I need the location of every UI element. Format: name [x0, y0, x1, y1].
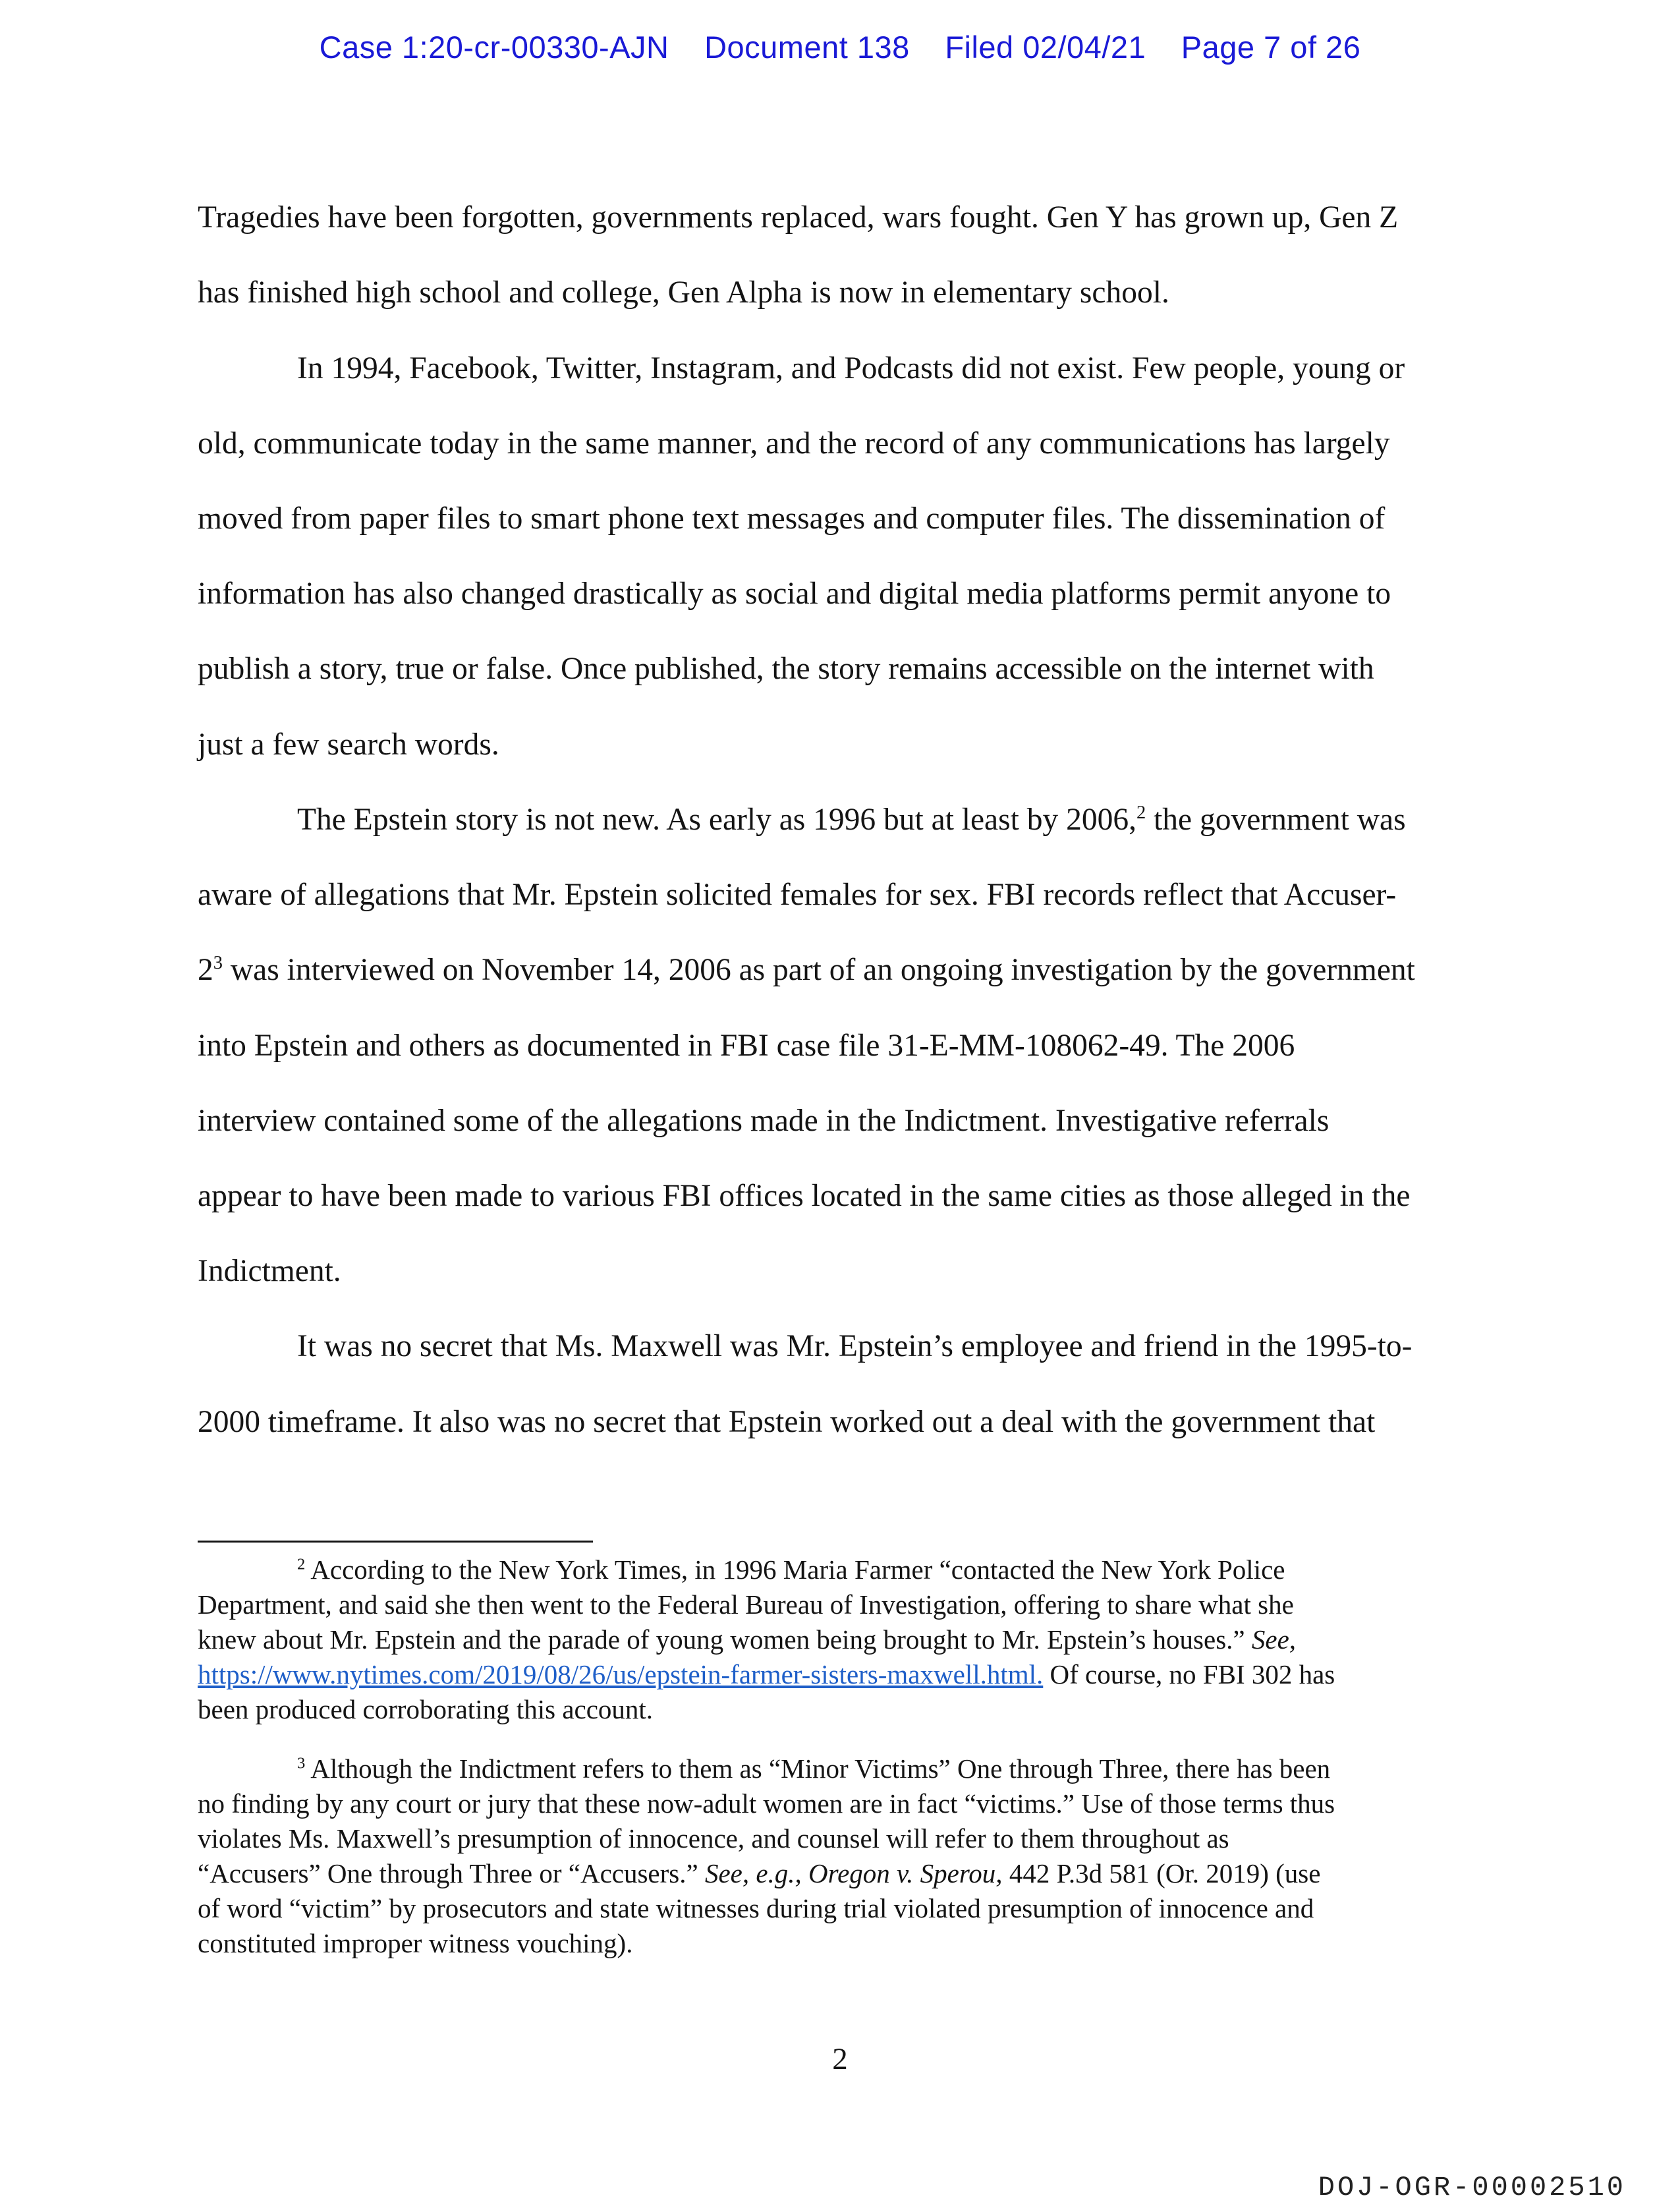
body-line: In 1994, Facebook, Twitter, Instagram, and Podcasts did not exist. Few people, young or — [297, 351, 1405, 385]
nytimes-link[interactable]: https://www.nytimes.com/2019/08/26/us/epstein-farmer-sisters-maxwell.html. — [198, 1659, 1044, 1689]
page-of-pages: Page 7 of 26 — [1181, 30, 1361, 65]
footnote-line: “Accusers” One through Three or “Accusers.” See, e.g., Oregon v. Sperou, 442 P.3d 581 (Or. 2019) (use — [198, 1858, 1321, 1888]
page-number: 2 — [832, 2042, 848, 2076]
footnote-ref-3[interactable]: 3 — [213, 953, 223, 974]
body-line: aware of allegations that Mr. Epstein solicited females for sex. FBI records reflect that Accuser- — [198, 878, 1397, 912]
body-line: It was no secret that Ms. Maxwell was Mr. Epstein’s employee and friend in the 1995-to- — [297, 1329, 1413, 1363]
footnote-line: $^2$ According to the New York Times, in 1996 Maria Farmer “contacted the New York Police — [297, 1554, 1285, 1585]
body-line: just a few search words. — [198, 727, 499, 762]
filed-date: Filed 02/04/21 — [945, 30, 1146, 65]
body-line: into Epstein and others as documented in FBI case file 31-E-MM-108062-49. The 2006 — [198, 1029, 1295, 1063]
footnote-line: $^3$ Although the Indictment refers to them as “Minor Victims” One through Three, there has been — [297, 1753, 1331, 1784]
footnote-line: of word “victim” by prosecutors and state witnesses during trial violated presumption of innocence and — [198, 1893, 1314, 1923]
bates-number: DOJ-OGR-00002510 — [1318, 2172, 1626, 2203]
body-line: information has also changed drastically as social and digital media platforms permit anyone to — [198, 577, 1391, 611]
footnote-divider — [198, 1541, 593, 1543]
footnote-line: violates Ms. Maxwell’s presumption of innocence, and counsel will refer to them throughout as — [198, 1823, 1229, 1854]
footnote-line: Department, and said she then went to the Federal Bureau of Investigation, offering to share what she — [198, 1589, 1294, 1620]
body-line: The Epstein story is not new. As early as 1996 but at least by 2006,$^2$ the government was — [297, 803, 1406, 837]
body-line: old, communicate today in the same manner, and the record of any communications has largely — [198, 426, 1390, 461]
body-line: Tragedies have been forgotten, governments replaced, wars fought. Gen Y has grown up, Gen Z — [198, 200, 1399, 235]
case-header — [0, 29, 1680, 65]
body-line: 2000 timeframe. It also was no secret that Epstein worked out a deal with the government that — [198, 1405, 1376, 1439]
body-line: has finished high school and college, Gen Alpha is now in elementary school. — [198, 275, 1169, 310]
case-number: Case 1:20-cr-00330-AJN — [319, 30, 669, 65]
footnote-line: https://www.nytimes.com/2019/08/26/us/epstein-farmer-sisters-maxwell.html. Of course, no FBI 302 has — [198, 1659, 1335, 1689]
document-number: Document 138 — [704, 30, 910, 65]
footnote-line: been produced corroborating this account. — [198, 1694, 654, 1724]
body-line: interview contained some of the allegations made in the Indictment. Investigative referrals — [198, 1104, 1330, 1138]
body-line: $2^3$ was interviewed on November 14, 2006 as part of an ongoing investigation by the government — [198, 953, 1415, 987]
footnote-line: no finding by any court or jury that these now-adult women are in fact “victims.” Use of those terms thus — [198, 1788, 1335, 1819]
body-line: appear to have been made to various FBI offices located in the same cities as those alleged in the — [198, 1179, 1411, 1213]
body-line: moved from paper files to smart phone text messages and computer files. The dissemination of — [198, 501, 1386, 536]
body-line: publish a story, true or false. Once published, the story remains accessible on the internet with — [198, 652, 1374, 686]
footnote-line: constituted improper witness vouching). — [198, 1928, 633, 1958]
footnote-line: knew about Mr. Epstein and the parade of young women being brought to Mr. Epstein’s houses.” See, — [198, 1624, 1297, 1655]
footnote-ref-2[interactable]: 2 — [1136, 803, 1146, 824]
body-line: Indictment. — [198, 1254, 341, 1288]
